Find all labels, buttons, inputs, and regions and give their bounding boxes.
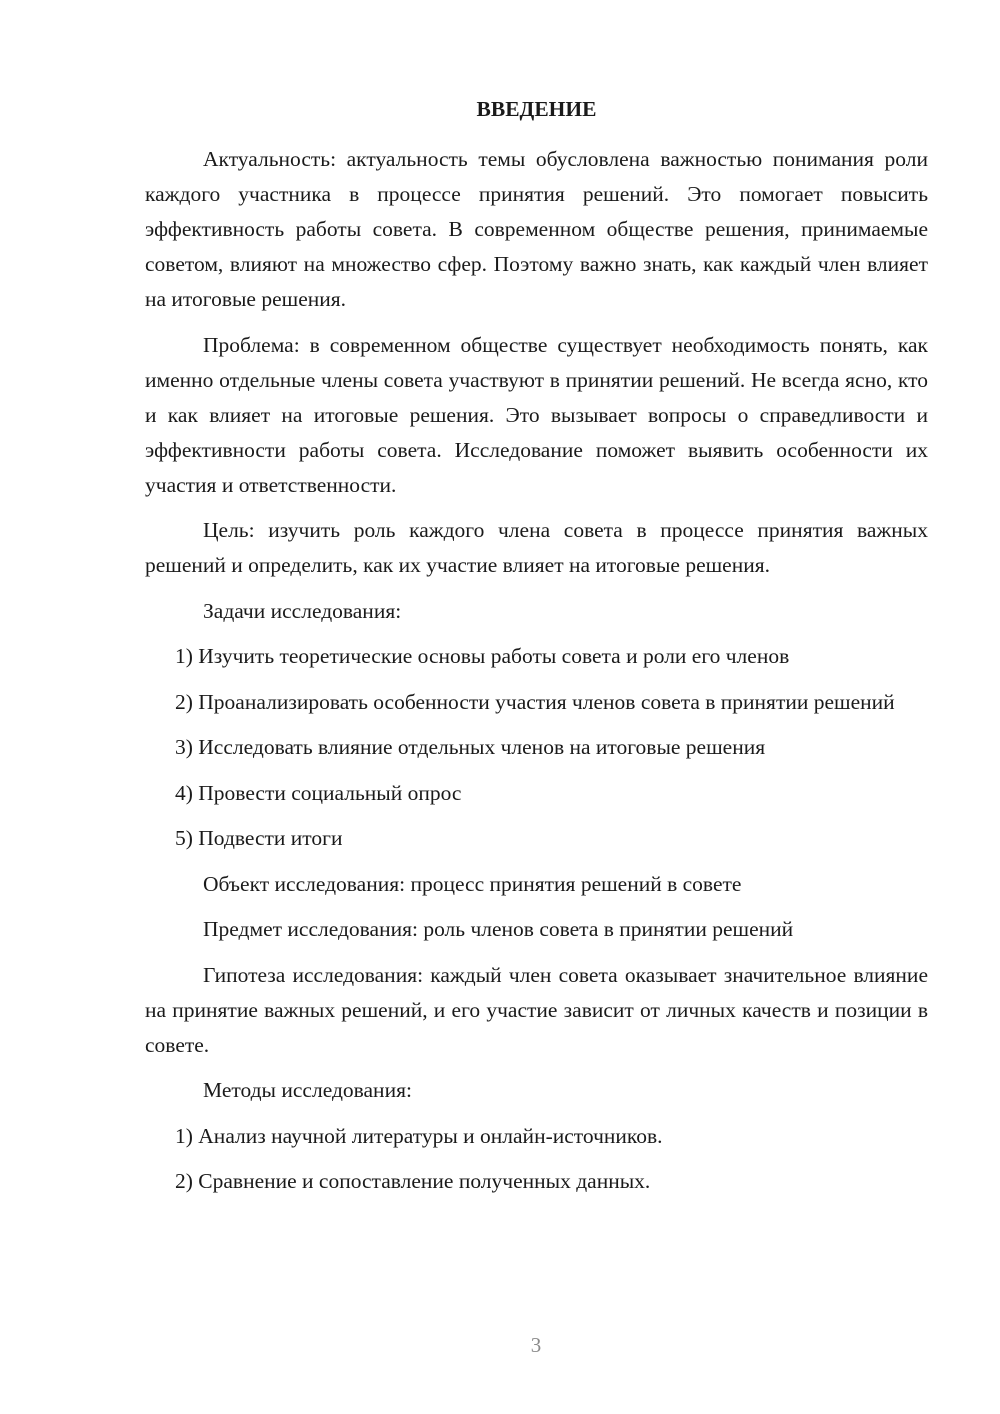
methods-heading: Методы исследования: xyxy=(203,1078,412,1102)
goal-paragraph: Цель: изучить роль каждого члена совета в процессе принятия важных решений и определить, как их участие влияет на итоговые решения. xyxy=(145,518,928,577)
task-item-3: 3) Исследовать влияние отдельных членов на итоговые решения xyxy=(175,735,766,759)
problem-paragraph: Проблема: в современном обществе существует необходимость понять, как именно отдельные члены совета участвуют в принятии решений. Не всегда ясно, кто и как влияет на итоговые решения. Это вызывает вопросы о справедливости и эффективности работы совета. Исследование поможет выявить особенности их участия и ответственности. xyxy=(145,332,928,497)
task-item-4: 4) Провести социальный опрос xyxy=(175,780,462,805)
tasks-heading: Задачи исследования: xyxy=(203,598,402,623)
object-paragraph: Объект исследования: процесс принятия решений в совете xyxy=(203,871,742,896)
task-item-2: 2) Проанализировать особенности участия членов совета в принятии решений xyxy=(175,689,895,714)
method-item-1: 1) Анализ научной литературы и онлайн-источников. xyxy=(175,1123,663,1148)
hypothesis-paragraph: Гипотеза исследования: каждый член совета оказывает значительное влияние на принятие важных решений, и его участие зависит от личных качеств и позиции в совете. xyxy=(145,962,928,1057)
section-title: ВВЕДЕНИЕ xyxy=(476,97,597,121)
task-item-1: 1) Изучить теоретические основы работы совета и роли его членов xyxy=(175,644,790,668)
relevance-paragraph: Актуальность: актуальность темы обусловлена важностью понимания роли каждого участника в процессе принятия решений. Это помогает повысить эффективность работы совета. В современном обществе решения, принимаемые советом, влияют на множество сфер. Поэтому важно знать, как каждый член влияет на итоговые решения. xyxy=(145,147,928,311)
subject-paragraph: Предмет исследования: роль членов совета в принятии решений xyxy=(203,917,794,941)
document-page xyxy=(145,92,928,1210)
task-item-5: 5) Подвести итоги xyxy=(175,826,343,850)
page-number: 3 xyxy=(530,1333,542,1357)
method-item-2: 2) Сравнение и сопоставление полученных данных. xyxy=(175,1169,651,1193)
